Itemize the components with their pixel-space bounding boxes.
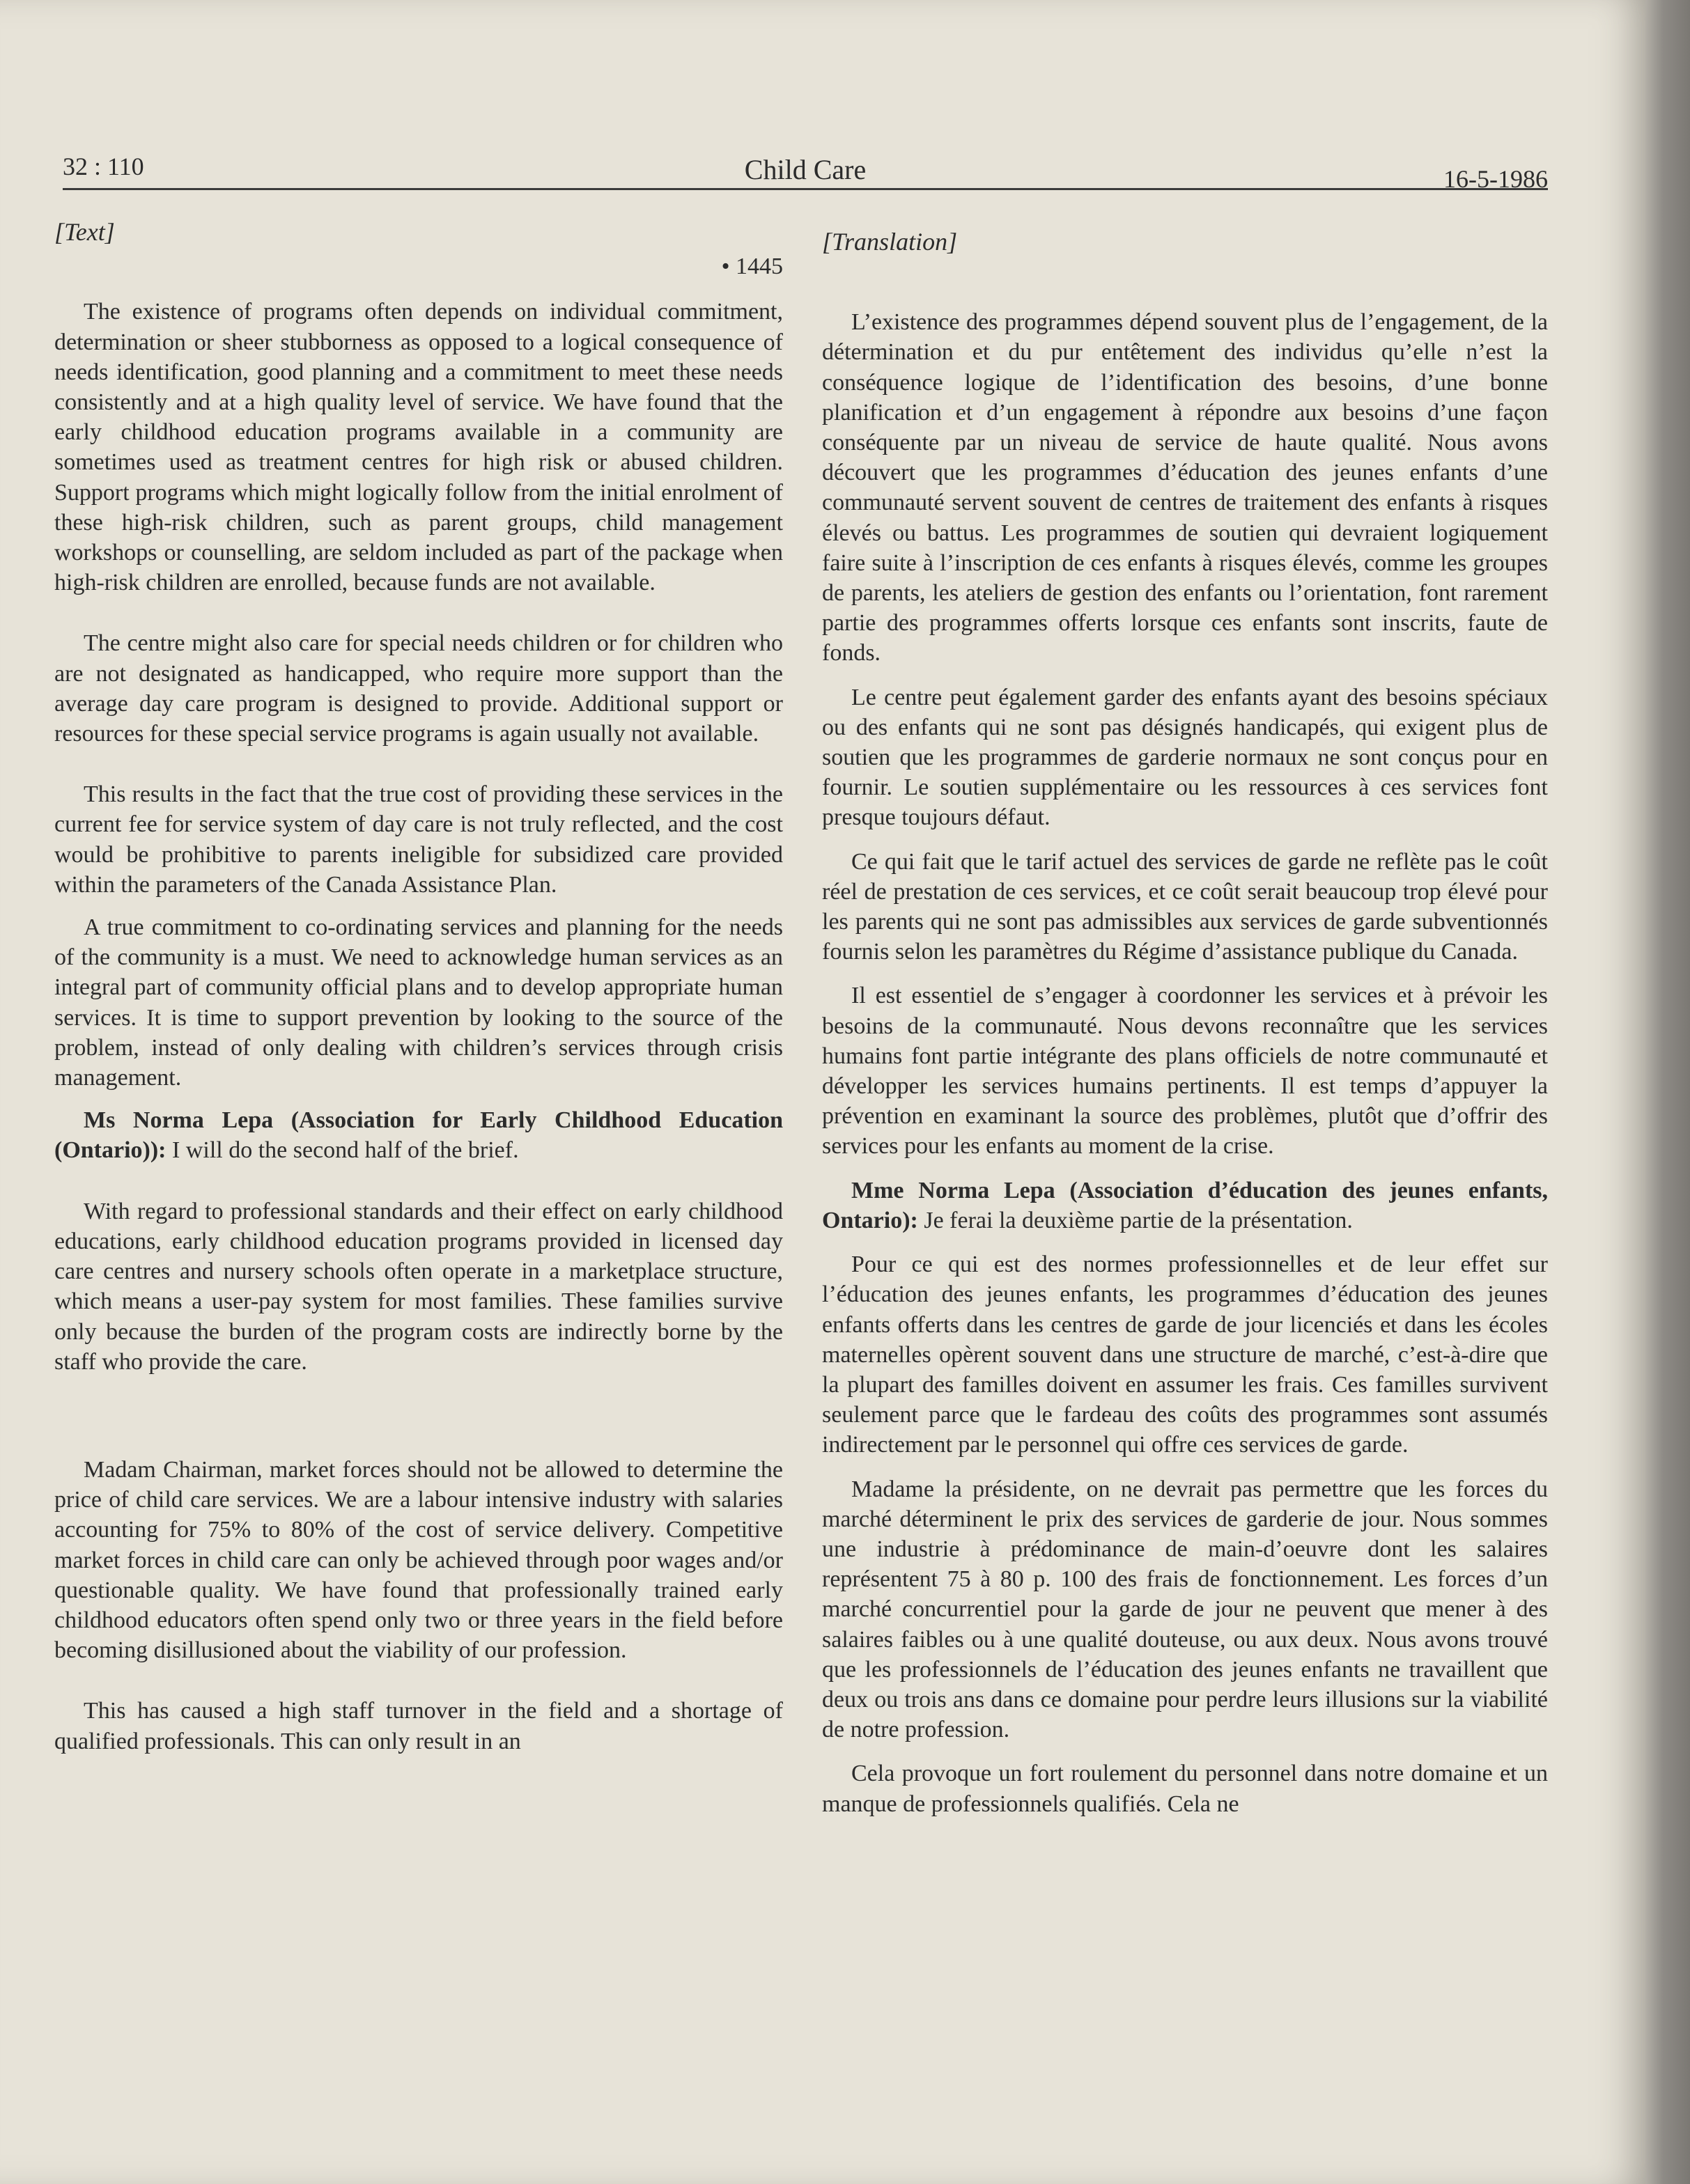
speaker-text: I will do the second half of the brief.	[166, 1137, 519, 1164]
paragraph: L’existence des programmes dépend souvent plus de l’engagement, de la détermination et du pur entêtement des individus qu’elle n’est la conséquence logique de l’identification des besoins, d’une bonne planification et d’un engagement à répondre aux besoins d’une façon conséquente par un niveau de service de haute qualité. Nous avons découvert que les programmes d’éducation des jeunes enfants d’une communauté servent souvent de centres de traitement des enfants à risques élevés ou battus. Les programmes de soutien qui devraient logiquement faire suite à l’inscription de ces enfants à risques élevés, comme les groupes de parents, les ateliers de gestion des enfants ou l’orientation, font rarement partie des programmes offerts lorsque ces enfants sont inscrits, faute de fonds.	[822, 309, 1548, 666]
speaker-text: Je ferai la deuxième partie de la présentation.	[917, 1207, 1353, 1233]
column-label-text: Text	[64, 218, 105, 246]
paragraph: A true commitment to co-ordinating services and planning for the needs of the community is a must. We need to acknowledge human services as an integral part of community official plans and to develop appropriate human services. It is time to support prevention by looking to the source of the problem, instead of only dealing with children’s services through crisis management.	[54, 914, 783, 1091]
running-title: Child Care	[744, 154, 867, 185]
header-rule	[63, 188, 1548, 190]
speaker-name: Mme Norma Lepa (Association d’éducation des jeunes enfants, Ontario):	[822, 1177, 1548, 1233]
paragraph: Pour ce qui est des normes professionnelles et de leur effet sur l’éducation des jeunes enfants, les programmes d’éducation des jeunes enfants offerts dans les centres de garde de jour licenciés et dans les écoles maternelles opèrent souvent dans une structure de marché, c’est-à-dire que la plupart des familles doivent en assumer les frais. Ces familles survivent seulement parce que le fardeau des coûts des programmes sont assumés indirectement par le personnel qui offre ces services de garde.	[822, 1251, 1548, 1458]
page-reference: 32 : 110	[63, 153, 144, 180]
paragraph: The centre might also care for special needs children or for children who are not designated as handicapped, who require more support than the average day care program is designed to provide. Additional support or resources for these special service programs is again usually not available.	[54, 630, 783, 747]
column-label: [Text]	[54, 218, 115, 246]
paragraph: This results in the fact that the true cost of providing these services in the current fee for service system of day care is not truly reflected, and the cost would be prohibitive to parents ineligible for subsidized care provided within the parameters of the Canada Assistance Plan.	[54, 781, 783, 898]
paragraph: Ce qui fait que le tarif actuel des services de garde ne reflète pas le coût réel de prestation de ces services, et ce coût serait beaucoup trop élevé pour les parents qui ne sont pas admissibles aux services de garde subventionnés fournis selon les paramètres du Régime d’assistance publique du Canada.	[822, 848, 1548, 965]
speaker-paragraph	[54, 1105, 783, 1165]
paragraph: Madame la présidente, on ne devrait pas permettre que les forces du marché déterminent le prix des services de garderie de jour. Nous sommes une industrie à prédominance de main-d’oeuvre dont les salaires représentent 75 à 80 p. 100 des frais de fonctionnement. Les forces d’un marché concurrentiel pour la garde de jour ne peuvent que mener à des salaires faibles ou à une qualité douteuse, ou aux deux. Nous avons trouvé que les professionnels de l’éducation des jeunes enfants ne travaillent que deux ou trois ans dans ce domaine pour perdre leurs illusions sur la viabilité de notre profession.	[822, 1476, 1548, 1743]
paragraph: Cela provoque un fort roulement du personnel dans notre domaine et un manque de professionnels qualifiés. Cela ne	[822, 1761, 1548, 1817]
paragraph: Madam Chairman, market forces should not be allowed to determine the price of child care services. We are a labour intensive industry with salaries accounting for 75% to 80% of the cost of service delivery. Competitive market forces in child care can only be achieved through poor wages and/or questionable quality. We have found that professionally trained early childhood educators often spend only two or three years in the field before becoming disillusioned about the viability of our profession.	[54, 1456, 783, 1664]
paragraph: With regard to professional standards and their effect on early childhood educations, early childhood education programs provided in licensed day care centres and nursery schools often operate in a marketplace structure, which means a user-pay system for most families. These families survive only because the burden of the program costs are indirectly borne by the staff who provide the care.	[54, 1198, 783, 1375]
paragraph: The existence of programs often depends on individual commitment, determination or sheer stubborness as opposed to a logical consequence of needs identification, good planning and a commitment to meet these needs consistently and at a high quality level of service. We have found that the early childhood education programs available in a community are sometimes used as treatment centres for high risk or abused children. Support programs which might logically follow from the initial enrolment of these high-risk children, such as parent groups, child management workshops or counselling, are seldom included as part of the package when high-risk children are enrolled, because funds are not available.	[54, 299, 783, 596]
paragraph: Il est essentiel de s’engager à coordonner les services et à prévoir les besoins de la communauté. Nous devons reconnaître que les services humains font partie intégrante des plans officiels de notre communauté et développer les services humains pertinents. Il est temps d’appuyer la prévention en examinant la source des problèmes, plutôt que d’offrir des services pour les enfants au moment de la crise.	[822, 983, 1548, 1160]
speaker-paragraph	[822, 1176, 1548, 1235]
speaker-name: Ms Norma Lepa (Association for Early Childhood Education (Ontario)):	[54, 1107, 783, 1164]
time-marker: • 1445	[721, 254, 783, 280]
page-header	[63, 152, 1548, 194]
header-date: 16-5-1986	[1443, 165, 1548, 193]
english-column	[54, 217, 783, 1787]
french-column	[822, 217, 1548, 1833]
paragraph: This has caused a high staff turnover in the field and a shortage of qualified professionals. This can only result in an	[54, 1698, 783, 1754]
column-label: [Translation]	[822, 228, 958, 256]
column-label-text: Translation	[832, 228, 948, 256]
paragraph: Le centre peut également garder des enfants ayant des besoins spéciaux ou des enfants qui ne sont pas désignés handicapés, qui exigent plus de soutien que les programmes de garderie normaux ne sont conçus pour en fournir. Le soutien supplémentaire ou les ressources à ces services font presque toujours défaut.	[822, 684, 1548, 831]
page-edge-shadow	[1645, 0, 1690, 2184]
